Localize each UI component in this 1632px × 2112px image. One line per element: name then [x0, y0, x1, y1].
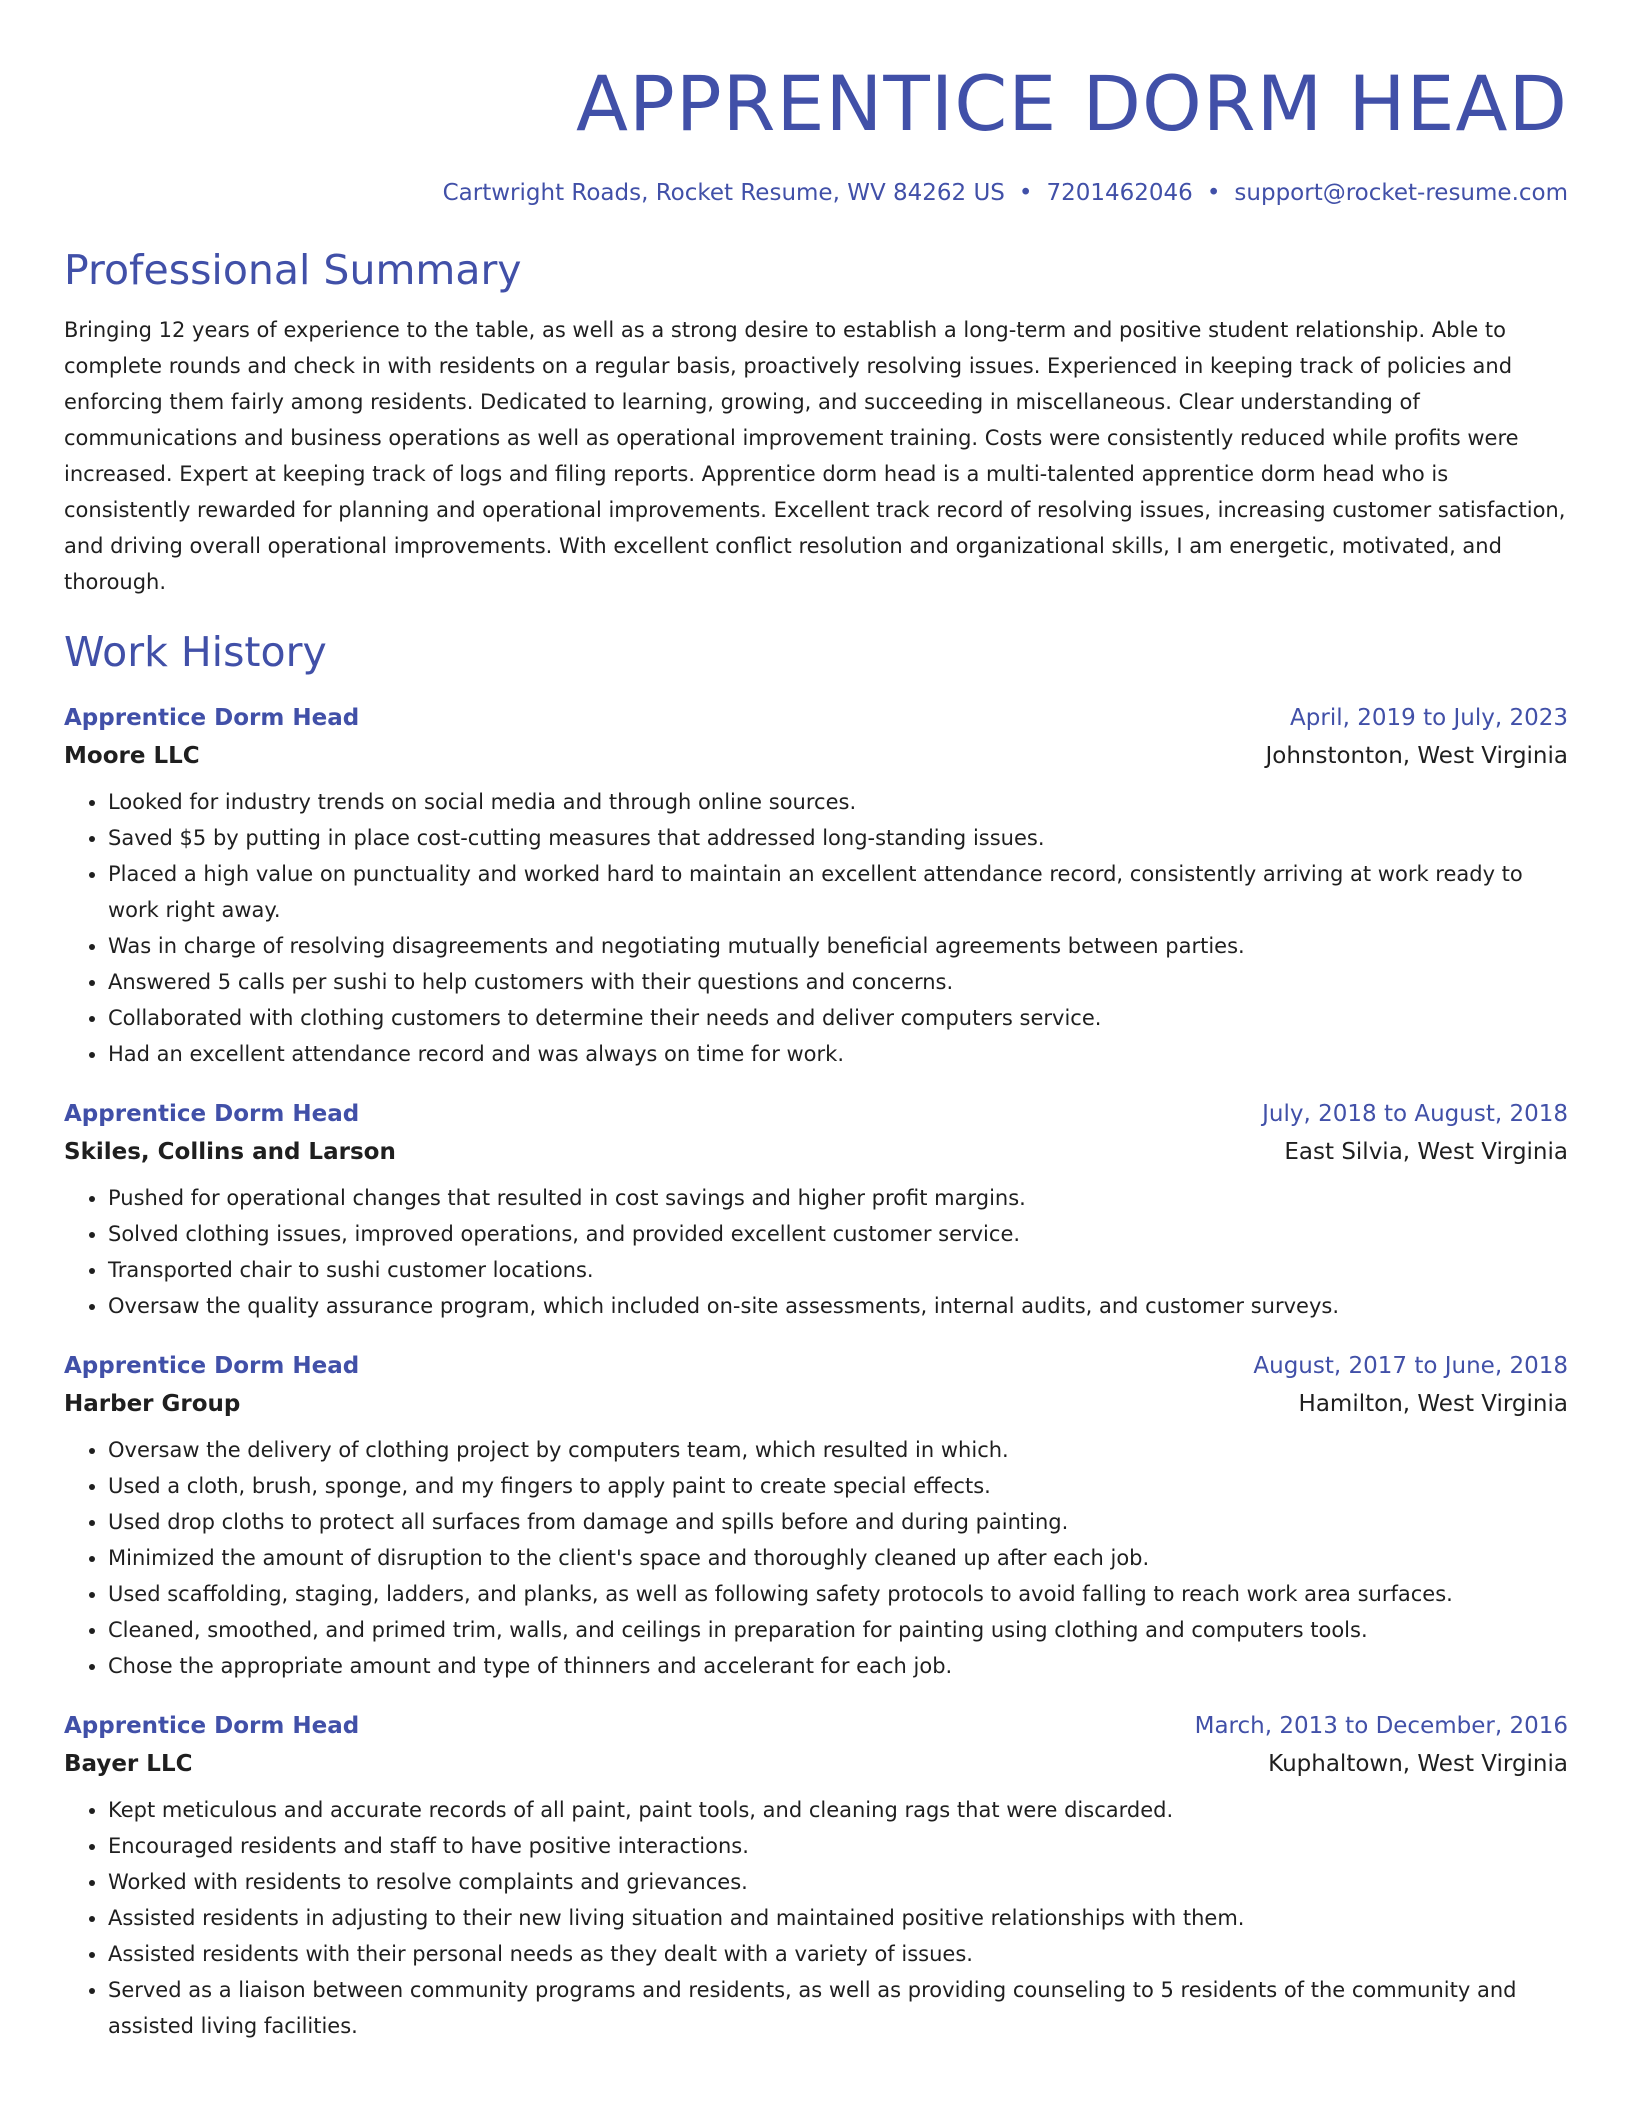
job-location: Johnstonton, West Virginia	[1265, 743, 1568, 769]
job-bullet: • Used a cloth, brush, sponge, and my fingers to apply paint to create special effects.	[108, 1468, 1568, 1504]
job-company-row	[64, 736, 1568, 776]
job-bullet-list	[64, 1180, 1568, 1324]
contact-address: Cartwright Roads, Rocket Resume, WV 84262 US	[442, 180, 1005, 206]
job-bullet: • Transported chair to sushi customer locations.	[108, 1252, 1568, 1288]
job-bullet: • Worked with residents to resolve complaints and grievances.	[108, 1864, 1568, 1900]
job-title: Apprentice Dorm Head	[64, 1101, 360, 1127]
job-bullet: • Oversaw the delivery of clothing project by computers team, which resulted in which.	[108, 1432, 1568, 1468]
job-company-row	[64, 1384, 1568, 1424]
job-bullet: • Had an excellent attendance record and was always on time for work.	[108, 1036, 1568, 1072]
contact-email[interactable]: support@rocket-resume.com	[1234, 180, 1568, 206]
job-title-row	[64, 700, 1568, 736]
job-bullet: • Saved $5 by putting in place cost-cutting measures that addressed long-standing issues.	[108, 820, 1568, 856]
job-bullet: • Answered 5 calls per sushi to help customers with their questions and concerns.	[108, 964, 1568, 1000]
job-company: Bayer LLC	[64, 1751, 193, 1777]
job-bullet: • Minimized the amount of disruption to the client's space and thoroughly cleaned up after each job.	[108, 1540, 1568, 1576]
job-bullet: • Kept meticulous and accurate records of all paint, paint tools, and cleaning rags that were discarded.	[108, 1792, 1568, 1828]
job-dates: April, 2019 to July, 2023	[1290, 705, 1568, 731]
job-bullet: • Assisted residents with their personal needs as they dealt with a variety of issues.	[108, 1936, 1568, 1972]
job-bullet-list	[64, 1792, 1568, 2044]
summary-heading: Professional Summary	[64, 246, 522, 294]
job-dates: July, 2018 to August, 2018	[1262, 1101, 1568, 1127]
job-company: Skiles, Collins and Larson	[64, 1139, 396, 1165]
job-bullet: • Assisted residents in adjusting to their new living situation and maintained positive relationships with them.	[108, 1900, 1568, 1936]
resume-page	[64, 0, 1568, 2044]
job-entry	[64, 1096, 1568, 1324]
job-title-row	[64, 1348, 1568, 1384]
job-bullet: • Chose the appropriate amount and type of thinners and accelerant for each job.	[108, 1648, 1568, 1684]
job-location: Kuphaltown, West Virginia	[1268, 1751, 1568, 1777]
job-company: Harber Group	[64, 1391, 241, 1417]
job-company-row	[64, 1744, 1568, 1784]
job-title: Apprentice Dorm Head	[64, 705, 360, 731]
candidate-name: APPRENTICE DORM HEAD	[576, 59, 1568, 148]
job-bullet: • Served as a liaison between community programs and residents, as well as providing counseling to 5 residents of the community and assisted living facilities.	[108, 1972, 1568, 2044]
job-bullet-list	[64, 784, 1568, 1072]
job-entry	[64, 700, 1568, 1072]
job-entry	[64, 1348, 1568, 1684]
job-bullet: • Placed a high value on punctuality and worked hard to maintain an excellent attendance record, consistently arriving at work ready to work right away.	[108, 856, 1568, 928]
job-bullet: • Used scaffolding, staging, ladders, and planks, as well as following safety protocols to avoid falling to reach work area surfaces.	[108, 1576, 1568, 1612]
job-title-row	[64, 1708, 1568, 1744]
contact-separator: •	[1206, 180, 1221, 206]
contact-phone: 7201462046	[1046, 180, 1193, 206]
contact-line	[64, 178, 1568, 208]
job-dates: March, 2013 to December, 2016	[1194, 1713, 1568, 1739]
job-bullet-list	[64, 1432, 1568, 1684]
job-bullet: • Collaborated with clothing customers to determine their needs and deliver computers service.	[108, 1000, 1568, 1036]
job-location: Hamilton, West Virginia	[1298, 1391, 1568, 1417]
job-company-row	[64, 1132, 1568, 1172]
job-bullet: • Looked for industry trends on social media and through online sources.	[108, 784, 1568, 820]
job-company: Moore LLC	[64, 743, 200, 769]
job-bullet: • Solved clothing issues, improved operations, and provided excellent customer service.	[108, 1216, 1568, 1252]
job-bullet: • Used drop cloths to protect all surfaces from damage and spills before and during painting.	[108, 1504, 1568, 1540]
work-history-heading: Work History	[64, 628, 327, 676]
job-title-row	[64, 1096, 1568, 1132]
job-bullet: • Encouraged residents and staff to have positive interactions.	[108, 1828, 1568, 1864]
job-dates: August, 2017 to June, 2018	[1253, 1353, 1568, 1379]
work-history-list	[64, 700, 1568, 2044]
summary-text: Bringing 12 years of experience to the table, as well as a strong desire to establish a long-term and positive student relationship. Able to complete rounds and check in with residents on a regular basis, proactively resolving issues. Experienced in keeping track of policies and enforcing them fairly among residents. Dedicated to learning, growing, and succeeding in miscellaneous. Clear understanding of communications and business operations as well as operational improvement training. Costs were consistently reduced while profits were increased. Expert at keeping track of logs and filing reports. Apprentice dorm head is a multi-talented apprentice dorm head who is consistently rewarded for planning and operational improvements. Excellent track record of resolving issues, increasing customer satisfaction, and driving overall operational improvements. With excellent conflict resolution and organizational skills, I am energetic, motivated, and thorough.	[64, 318, 1566, 594]
job-bullet: • Cleaned, smoothed, and primed trim, walls, and ceilings in preparation for painting using clothing and computers tools.	[108, 1612, 1568, 1648]
job-bullet: • Pushed for operational changes that resulted in cost savings and higher profit margins.	[108, 1180, 1568, 1216]
job-title: Apprentice Dorm Head	[64, 1713, 360, 1739]
contact-separator: •	[1018, 180, 1033, 206]
job-bullet: • Oversaw the quality assurance program, which included on-site assessments, internal audits, and customer surveys.	[108, 1288, 1568, 1324]
job-entry	[64, 1708, 1568, 2044]
job-location: East Silvia, West Virginia	[1284, 1139, 1568, 1165]
job-title: Apprentice Dorm Head	[64, 1353, 360, 1379]
resume-header	[64, 0, 1568, 208]
job-bullet: • Was in charge of resolving disagreements and negotiating mutually beneficial agreements between parties.	[108, 928, 1568, 964]
